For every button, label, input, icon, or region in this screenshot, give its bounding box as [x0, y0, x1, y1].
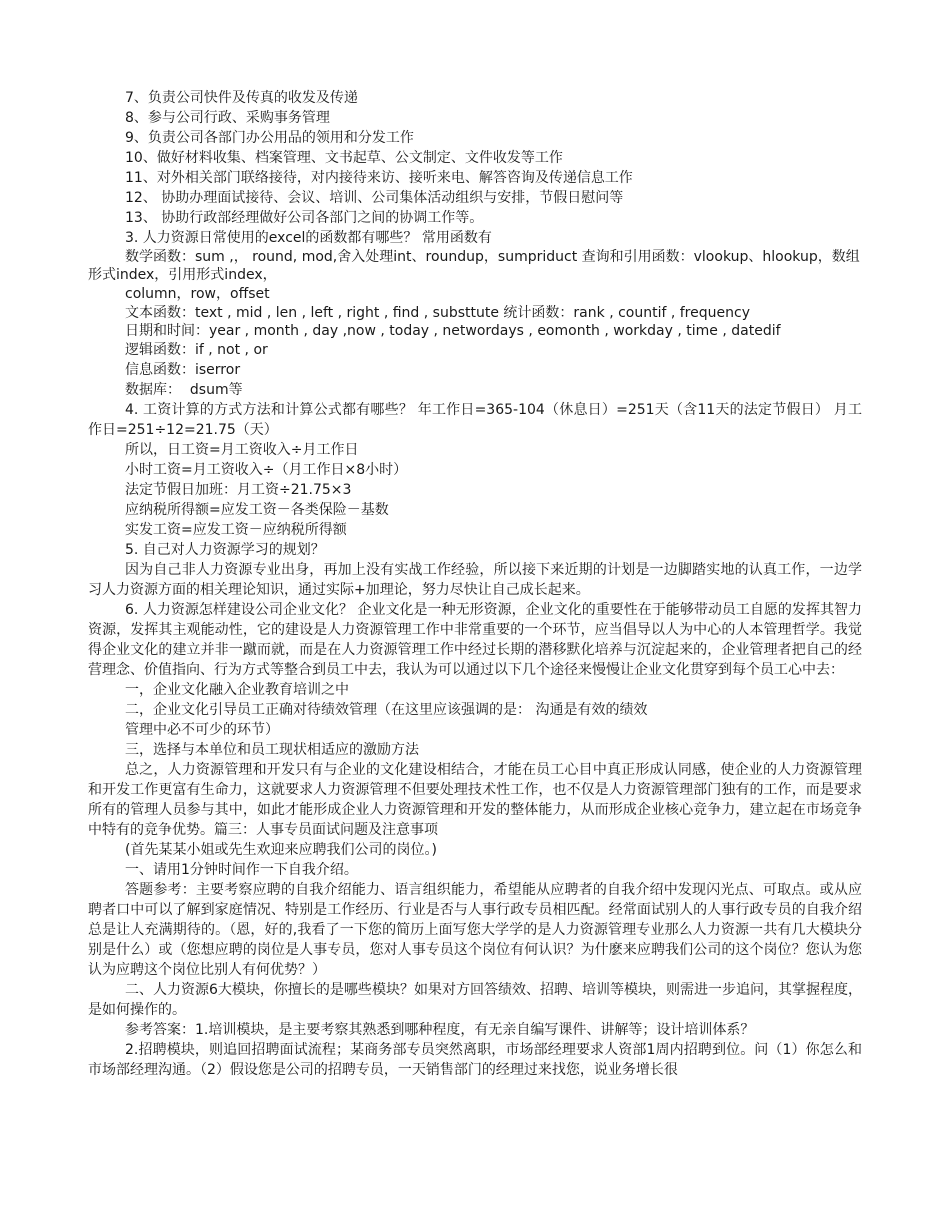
formula-line: 实发工资=应发工资－应纳税所得额 — [125, 522, 347, 538]
interview-question: 一、请用1分钟时间作一下自我介绍。 — [125, 862, 358, 878]
formula-line: 所以，日工资=月工资收入÷月工作日 — [125, 442, 359, 458]
logic-functions: 逻辑函数：if , not , or — [125, 342, 268, 358]
info-functions: 信息函数：iserror — [125, 362, 241, 378]
document-page — [88, 88, 862, 1080]
duty-item: 10、做好材料收集、档案管理、文书起草、公文制定、文件收发等工作 — [125, 150, 563, 166]
text-stat-functions: 文本函数：text , mid , len , left , right , find , substtute 统计函数：rank , countif , frequency — [125, 305, 750, 321]
question-heading: 5. 自己对人力资源学习的规划？ — [125, 542, 325, 558]
question-heading: 4. 工资计算的方式方法和计算公式都有哪些？ 年工作日=365-104（休息日）=251天（含11天的法定节假日） 月工作日=251÷12=21.75（天） — [88, 402, 862, 438]
section-interview — [88, 840, 862, 1080]
interview-answer: 2.招聘模块，则追回招聘面试流程；某商务部专员突然离职，市场部经理要求人资部1周内招聘到位。问（1）你怎么和市场部经理沟通。（2）假设您是公司的招聘专员，一天销售部门的经理过来找您，说业务增长很 — [88, 1042, 862, 1078]
section-salary-calc — [88, 400, 862, 540]
date-time-functions: 日期和时间：year , month , day ,now , today , networdays , eomonth , workday , time , datedif — [125, 323, 781, 339]
section-excel-functions — [88, 228, 862, 400]
conclusion-paragraph: 总之，人力资源管理和开发只有与企业的文化建设相结合，才能在员工心目中真正形成认同感，使企业的人力资源管理和开发工作更富有生命力，这就要求人力资源管理不但要处理技术性工作，也不仅是人力资源管理部门独有的工作，而是要求所有的管理人员参与其中，如此才能形成企业人力资源管理和开发的整体能力，从而形成企业核心竞争力，建立起在市场竞争中特有的竞争优势。篇三：人事专员面试问题及注意事项 — [88, 762, 862, 838]
culture-way: 管理中必不可少的环节） — [125, 722, 279, 738]
culture-way: 二，企业文化引导员工正确对待绩效管理（在这里应该强调的是： 沟通是有效的绩效 — [125, 702, 648, 718]
question-heading: 3. 人力资源日常使用的excel的函数都有哪些？ 常用函数有 — [125, 230, 492, 246]
formula-line: 小时工资=月工资收入÷（月工作日×8小时） — [125, 462, 408, 478]
formula-line: 应纳税所得额=应发工资－各类保险－基数 — [125, 502, 389, 518]
interview-answer: 答题参考：主要考察应聘的自我介绍能力、语言组织能力，希望能从应聘者的自我介绍中发现闪光点、可取点。或从应聘者口中可以了解到家庭情况、特别是工作经历、行业是否与人事行政专员相匹配。经常面试别人的人事行政专员的自我介绍总是让人充满期待的。（恩，好的,我看了一下您的简历上面写您大学学的是人力资源管理专业那么人力资源一共有几大模块分别是什么）或（您想应聘的岗位是人事专员，您对人事专员这个岗位有何认识？为什麽来应聘我们公司的这个岗位？您认为您认为应聘这个岗位比别人有何优势？） — [88, 882, 862, 978]
interview-question: 二、人力资源6大模块，你擅长的是哪些模块？如果对方回答绩效、招聘、培训等模块，则需进一步追问，其掌握程度，是如何操作的。 — [88, 982, 862, 1018]
section-learning-plan — [88, 540, 862, 600]
culture-way: 三，选择与本单位和员工现状相适应的激励方法 — [125, 742, 419, 758]
section-corporate-culture — [88, 600, 862, 840]
duty-item: 12、 协助办理面试接待、会议、培训、公司集体活动组织与安排，节假日慰问等 — [125, 190, 624, 206]
culture-way: 一，企业文化融入企业教育培训之中 — [125, 682, 349, 698]
answer-paragraph: 因为自己非人力资源专业出身，再加上没有实战工作经验，所以接下来近期的计划是一边脚踏实地的认真工作，一边学习人力资源方面的相关理论知识，通过实际+加理论，努力尽快让自己成长起来。 — [88, 562, 862, 598]
duty-item: 13、 协助行政部经理做好公司各部门之间的协调工作等。 — [125, 210, 484, 226]
math-functions: 数学函数：sum ,， round, mod,舍入处理int、roundup，sumpriduct 查询和引用函数：vlookup、hlookup，数组形式index，引用形式index， — [88, 249, 860, 283]
interview-answer: 参考答案：1.培训模块，是主要考察其熟悉到哪种程度，有无亲自编写课件、讲解等；设计培训体系？ — [125, 1022, 755, 1038]
duty-item: 7、负责公司快件及传真的收发及传递 — [125, 90, 358, 106]
lookup-functions-cont: column，row，offset — [125, 286, 270, 302]
interview-opening: (首先某某小姐或先生欢迎来应聘我们公司的岗位。) — [125, 842, 437, 858]
duty-item: 8、参与公司行政、采购事务管理 — [125, 110, 330, 126]
database-functions: 数据库： dsum等 — [125, 382, 243, 398]
duty-item: 11、对外相关部门联络接待，对内接待来访、接听来电、解答咨询及传递信息工作 — [125, 170, 633, 186]
question-answer-paragraph: 6. 人力资源怎样建设公司企业文化？ 企业文化是一种无形资源，企业文化的重要性在于能够带动员工自愿的发挥其智力资源，发挥其主观能动性，它的建设是人力资源管理工作中非常重要的一个环节，应当倡导以人为中心的人本管理哲学。我觉得企业文化的建立并非一蹴而就，而是在人力资源管理工作中经过长期的潜移默化培养与沉淀起来的，企业管理者把自己的经营理念、价值指向、行为方式等整合到员工中去，我认为可以通过以下几个途径来慢慢让企业文化贯穿到每个员工心中去： — [88, 602, 862, 678]
formula-line: 法定节假日加班：月工资÷21.75×3 — [125, 482, 352, 498]
duty-item: 9、负责公司各部门办公用品的领用和分发工作 — [125, 130, 414, 146]
duties-list — [88, 88, 862, 228]
